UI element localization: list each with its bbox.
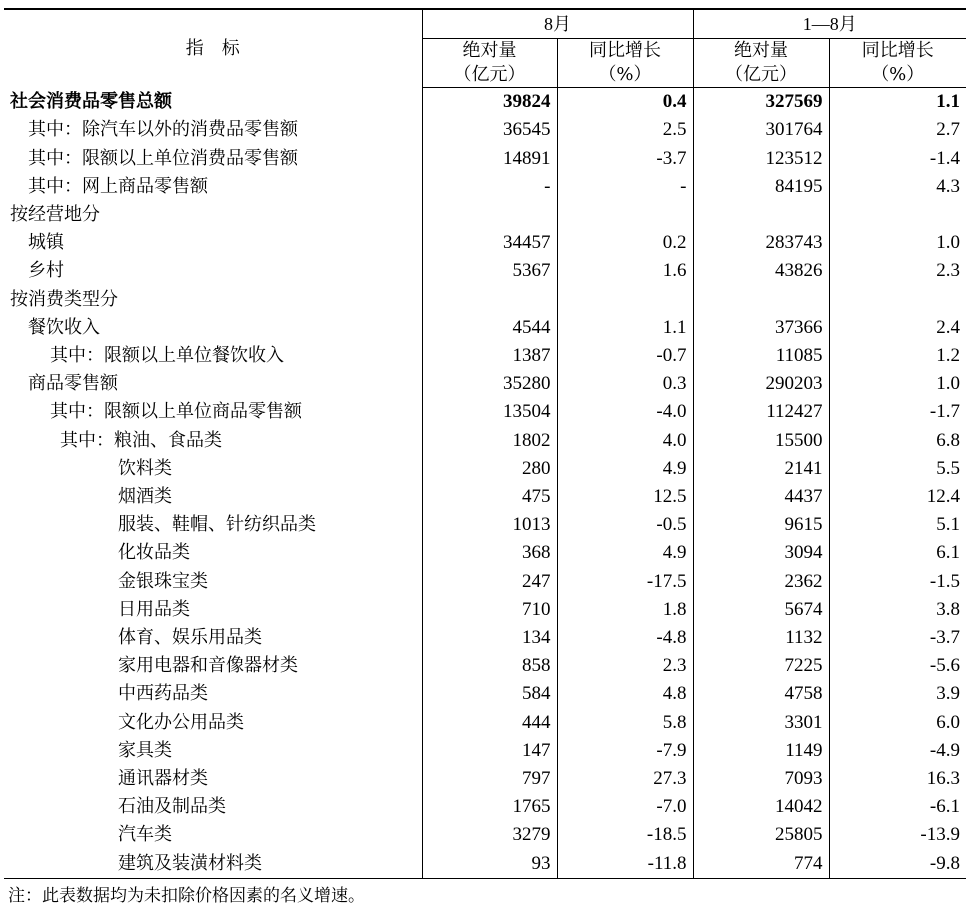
cell-m-abs [422, 201, 557, 229]
cell-y-yoy [829, 201, 966, 229]
table-row [4, 483, 966, 511]
row-label: 体育、娱乐用品类 [118, 627, 262, 649]
abs-unit: （亿元） [725, 64, 797, 86]
cell-m-yoy: 27.3 [557, 765, 693, 793]
cell-y-yoy: 1.0 [829, 370, 966, 398]
cell-y-yoy: 1.0 [829, 229, 966, 257]
period-month-header: 8月 [422, 9, 693, 39]
cell-y-yoy: -1.5 [829, 568, 966, 596]
ytd-abs-header [693, 39, 829, 88]
table-row [4, 88, 966, 117]
cell-y-yoy: 1.2 [829, 342, 966, 370]
cell-m-abs: 5367 [422, 257, 557, 285]
table-row [4, 568, 966, 596]
table-body [4, 88, 966, 879]
cell-y-yoy: 2.3 [829, 257, 966, 285]
row-label: 其中：限额以上单位消费品零售额 [28, 147, 298, 169]
row-label: 餐饮收入 [28, 316, 100, 338]
cell-m-abs: 368 [422, 539, 557, 567]
cell-y-yoy: -3.7 [829, 624, 966, 652]
cell-m-yoy: -3.7 [557, 145, 693, 173]
cell-m-yoy: -4.8 [557, 624, 693, 652]
cell-m-abs: 1802 [422, 427, 557, 455]
cell-m-abs: 147 [422, 737, 557, 765]
row-label: 石油及制品类 [118, 796, 226, 818]
cell-m-abs: 280 [422, 455, 557, 483]
table-row [4, 793, 966, 821]
table-row [4, 427, 966, 455]
cell-m-abs: 3279 [422, 821, 557, 849]
row-label: 其中：网上商品零售额 [28, 175, 208, 197]
cell-m-yoy: -7.0 [557, 793, 693, 821]
row-label: 化妆品类 [118, 542, 190, 564]
row-label: 烟酒类 [118, 486, 172, 508]
cell-y-yoy: -1.7 [829, 398, 966, 426]
table-row [4, 709, 966, 737]
cell-m-yoy: 0.2 [557, 229, 693, 257]
table-row [4, 173, 966, 201]
cell-y-abs: 7093 [693, 765, 829, 793]
cell-y-yoy: 3.8 [829, 596, 966, 624]
table-row [4, 596, 966, 624]
growth-unit: （%） [871, 64, 925, 86]
footnote: 注：此表数据均为未扣除价格因素的名义增速。 [8, 886, 365, 906]
cell-m-yoy: 1.1 [557, 314, 693, 342]
cell-y-abs: 2141 [693, 455, 829, 483]
cell-y-abs: 25805 [693, 821, 829, 849]
cell-m-yoy: -18.5 [557, 821, 693, 849]
growth-label: 同比增长 [861, 40, 934, 62]
cell-y-abs: 4758 [693, 680, 829, 708]
cell-m-yoy: 1.8 [557, 596, 693, 624]
table-row [4, 455, 966, 483]
cell-m-abs: 444 [422, 709, 557, 737]
cell-m-abs: 475 [422, 483, 557, 511]
cell-y-yoy: 1.1 [829, 88, 966, 117]
cell-y-abs: 327569 [693, 88, 829, 117]
cell-y-yoy: 5.1 [829, 511, 966, 539]
row-label: 其中：限额以上单位餐饮收入 [50, 345, 284, 367]
cell-y-abs: 84195 [693, 173, 829, 201]
cell-y-yoy: -6.1 [829, 793, 966, 821]
cell-m-yoy: - [557, 173, 693, 201]
cell-y-abs [693, 286, 829, 314]
row-label: 中西药品类 [118, 683, 208, 705]
cell-y-yoy: 4.3 [829, 173, 966, 201]
cell-y-abs: 11085 [693, 342, 829, 370]
cell-m-yoy: -11.8 [557, 850, 693, 879]
cell-m-yoy: 4.9 [557, 539, 693, 567]
cell-y-abs: 1132 [693, 624, 829, 652]
cell-m-yoy: -4.0 [557, 398, 693, 426]
cell-m-yoy: 4.8 [557, 680, 693, 708]
cell-m-yoy: 4.9 [557, 455, 693, 483]
cell-m-yoy: 0.3 [557, 370, 693, 398]
table-row [4, 398, 966, 426]
abs-label: 绝对量 [462, 40, 517, 62]
cell-m-abs: 1013 [422, 511, 557, 539]
growth-unit: （%） [598, 64, 652, 86]
cell-y-abs: 290203 [693, 370, 829, 398]
row-label: 家用电器和音像器材类 [118, 655, 298, 677]
table-row [4, 116, 966, 144]
row-label: 商品零售额 [28, 373, 118, 395]
cell-m-yoy: 2.5 [557, 116, 693, 144]
cell-m-yoy: 12.5 [557, 483, 693, 511]
cell-y-abs: 112427 [693, 398, 829, 426]
cell-y-abs: 2362 [693, 568, 829, 596]
cell-y-abs: 43826 [693, 257, 829, 285]
row-label: 社会消费品零售总额 [10, 90, 172, 112]
row-label: 文化办公用品类 [118, 711, 244, 733]
cell-y-yoy: -4.9 [829, 737, 966, 765]
period-ytd-header: 1—8月 [693, 9, 966, 39]
cell-y-abs: 3301 [693, 709, 829, 737]
table-row [4, 680, 966, 708]
table-row [4, 370, 966, 398]
table-row [4, 229, 966, 257]
cell-m-abs: 1765 [422, 793, 557, 821]
retail-sales-table [4, 8, 966, 879]
row-label: 家具类 [118, 739, 172, 761]
row-label: 金银珠宝类 [118, 570, 208, 592]
row-label: 其中：限额以上单位商品零售额 [50, 401, 302, 423]
table-row [4, 539, 966, 567]
table-row [4, 314, 966, 342]
cell-m-yoy [557, 286, 693, 314]
cell-m-abs: 14891 [422, 145, 557, 173]
cell-y-abs: 37366 [693, 314, 829, 342]
cell-m-abs: 35280 [422, 370, 557, 398]
row-label: 其中：粮油、食品类 [60, 429, 222, 451]
cell-y-abs: 14042 [693, 793, 829, 821]
cell-m-yoy: 5.8 [557, 709, 693, 737]
cell-y-yoy: -5.6 [829, 652, 966, 680]
cell-y-yoy: 2.4 [829, 314, 966, 342]
cell-y-yoy: 6.0 [829, 709, 966, 737]
cell-m-yoy: 4.0 [557, 427, 693, 455]
cell-m-abs: - [422, 173, 557, 201]
cell-y-abs: 3094 [693, 539, 829, 567]
cell-m-abs: 39824 [422, 88, 557, 117]
table-row [4, 286, 966, 314]
row-label: 城镇 [28, 232, 64, 254]
row-label: 其中：除汽车以外的消费品零售额 [28, 119, 298, 141]
cell-y-abs: 301764 [693, 116, 829, 144]
row-label: 饮料类 [118, 457, 172, 479]
cell-y-yoy: -1.4 [829, 145, 966, 173]
cell-m-abs: 584 [422, 680, 557, 708]
cell-m-yoy: -7.9 [557, 737, 693, 765]
table-row [4, 652, 966, 680]
month-abs-header [422, 39, 557, 88]
cell-y-yoy: 6.1 [829, 539, 966, 567]
cell-y-abs: 7225 [693, 652, 829, 680]
cell-y-yoy: 16.3 [829, 765, 966, 793]
table-row [4, 765, 966, 793]
row-label: 日用品类 [118, 598, 190, 620]
indicator-header: 指 标 [4, 9, 422, 88]
cell-y-yoy: 6.8 [829, 427, 966, 455]
row-label: 按经营地分 [10, 204, 100, 226]
cell-m-abs: 13504 [422, 398, 557, 426]
row-label: 建筑及装潢材料类 [4, 850, 422, 879]
cell-y-abs [693, 201, 829, 229]
cell-m-yoy: 2.3 [557, 652, 693, 680]
cell-m-yoy: 1.6 [557, 257, 693, 285]
abs-label: 绝对量 [734, 40, 788, 62]
cell-y-abs: 5674 [693, 596, 829, 624]
cell-y-yoy: 2.7 [829, 116, 966, 144]
table-row [4, 850, 966, 879]
growth-label: 同比增长 [589, 40, 661, 62]
cell-y-yoy: -9.8 [829, 850, 966, 879]
cell-m-yoy: -0.7 [557, 342, 693, 370]
month-growth-header [557, 39, 693, 88]
table-row [4, 511, 966, 539]
cell-m-yoy [557, 201, 693, 229]
row-label: 通讯器材类 [118, 768, 208, 790]
row-label: 乡村 [28, 260, 64, 282]
table-row [4, 257, 966, 285]
cell-y-abs: 4437 [693, 483, 829, 511]
cell-y-abs: 283743 [693, 229, 829, 257]
cell-m-abs: 36545 [422, 116, 557, 144]
abs-unit: （亿元） [453, 64, 526, 86]
cell-y-yoy: 3.9 [829, 680, 966, 708]
cell-y-abs: 123512 [693, 145, 829, 173]
cell-m-yoy: -17.5 [557, 568, 693, 596]
cell-y-abs: 1149 [693, 737, 829, 765]
cell-m-abs: 797 [422, 765, 557, 793]
table-row [4, 201, 966, 229]
cell-m-abs [422, 286, 557, 314]
ytd-growth-header [829, 39, 966, 88]
table-row [4, 624, 966, 652]
table-row [4, 342, 966, 370]
cell-m-yoy: 0.4 [557, 88, 693, 117]
cell-y-yoy: 5.5 [829, 455, 966, 483]
cell-m-abs: 1387 [422, 342, 557, 370]
cell-m-abs: 4544 [422, 314, 557, 342]
cell-m-abs: 34457 [422, 229, 557, 257]
cell-y-abs: 15500 [693, 427, 829, 455]
cell-y-yoy: 12.4 [829, 483, 966, 511]
cell-m-abs: 134 [422, 624, 557, 652]
cell-y-abs: 9615 [693, 511, 829, 539]
row-label: 服装、鞋帽、针纺织品类 [118, 514, 316, 536]
cell-m-yoy: -0.5 [557, 511, 693, 539]
cell-m-abs: 710 [422, 596, 557, 624]
cell-y-yoy [829, 286, 966, 314]
row-label: 汽车类 [118, 824, 172, 846]
row-label: 按消费类型分 [10, 288, 118, 310]
cell-m-abs: 858 [422, 652, 557, 680]
table-row [4, 737, 966, 765]
table-row [4, 821, 966, 849]
table-row [4, 145, 966, 173]
cell-y-abs: 774 [693, 850, 829, 879]
cell-m-abs: 93 [422, 850, 557, 879]
cell-m-abs: 247 [422, 568, 557, 596]
cell-y-yoy: -13.9 [829, 821, 966, 849]
